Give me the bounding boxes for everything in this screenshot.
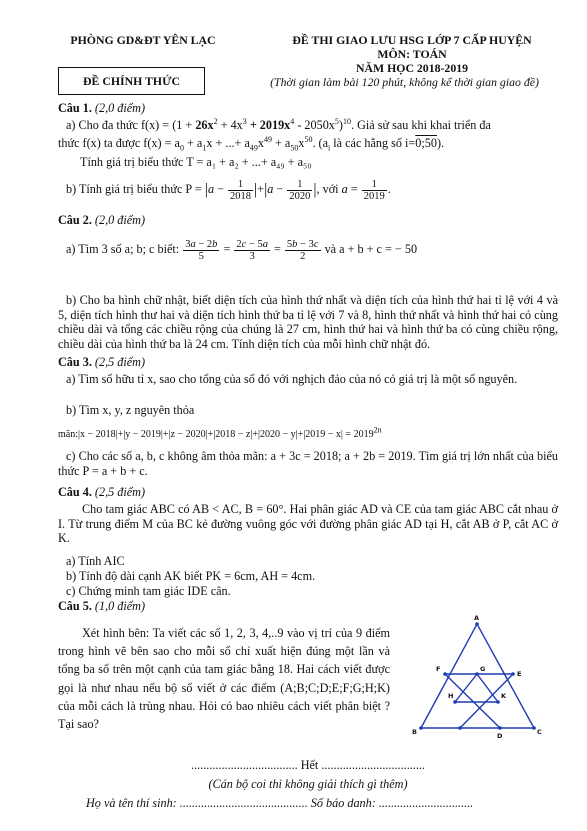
end-line	[58, 758, 558, 773]
q3c-paragraph: c) Cho các số a, b, c không âm thỏa mãn: a + 3c = 2018; a + 2b = 2019. Tìm giá trị lớn nhất của biểu thức P = a + b + c.	[58, 449, 558, 478]
q1b-text: .	[387, 182, 391, 196]
label-k: K	[501, 692, 507, 700]
q1a-part: 26x	[195, 118, 214, 132]
q2-points: (2,0 điểm)	[94, 213, 146, 227]
point-d	[458, 726, 462, 730]
q5-points: (1,0 điểm)	[94, 599, 146, 613]
edge-ab	[421, 624, 477, 728]
q3-label: Câu 3.	[58, 355, 92, 369]
q2-label: Câu 2.	[58, 213, 92, 227]
q1a-line1: a) Cho đa thức $f(x) = (1 + 26x^2 + 4x^3 + 2019x^4 - 2050x^5)^{10}$. Giả sử sau khi khai triển đa	[66, 116, 491, 132]
label-e: E	[517, 670, 522, 678]
point-a	[475, 622, 479, 626]
q1a-range: 0;50	[415, 136, 437, 150]
label-f: F	[436, 665, 441, 673]
point-k	[496, 700, 500, 704]
q1a-part: + a	[271, 136, 291, 150]
label-a: A	[474, 614, 480, 622]
q1a-part: . (a	[312, 136, 329, 150]
q5-heading	[58, 599, 558, 614]
point-h	[453, 700, 457, 704]
q1a-line2: thức f(x) ta được $f(x) = a_0 + a_1x$ + ...+ $a_{49}x^{49} + a_{50}x^{50}$. ($a_i$ là các hằng số i=0;50).	[58, 134, 445, 153]
q5-label: Câu 5.	[58, 599, 92, 613]
q2b-paragraph: b) Cho ba hình chữ nhật, biết diện tích của hình thứ nhất và diện tích của hình thứ hai tỉ lệ với 4 và 5, diện tích hình thư hai và diện tích hình thứ ba tỉ lệ với 7 và 8, hình thứ nhất và hình thứ hai có cùng chiều dài và tổng các chiều rộng của chúng là 27 cm, hình thứ hai và hình thứ ba có cùng chiều rộng, chiều dài của hình thứ ba là 24 cm. Tính diện tích của mỗi hình chữ nhật đó.	[58, 293, 558, 351]
candidate-name-field: ..........................................	[179, 796, 308, 810]
q1a-part: x	[257, 136, 264, 150]
q1-heading	[58, 101, 558, 116]
q1a-part: - 2050x	[294, 118, 335, 132]
fraction: $\frac{1}{2020}$	[289, 178, 311, 202]
q2a-text: a) Tìm 3 số a; b; c biết:	[66, 242, 180, 256]
q1-label: Câu 1.	[58, 101, 92, 115]
q1-points: (2,0 điểm)	[94, 101, 146, 115]
triangle-figure	[408, 614, 548, 746]
q3b-line1: b) Tìm x, y, z nguyên thỏa	[66, 403, 195, 417]
end-dots-right: ..................................	[321, 758, 425, 772]
q1a-part: . Giả sử sau khi khai triển đa	[350, 118, 491, 132]
point-f	[443, 672, 447, 676]
segment-fd	[445, 674, 500, 728]
end-word: Hết	[300, 758, 319, 772]
point-e	[511, 672, 515, 676]
candidate-number-label: Số báo danh:	[310, 796, 376, 810]
q1a-part: )	[338, 118, 343, 132]
fraction: $\frac{5b - 3c}{2}$	[286, 238, 319, 262]
q2a-line: a) Tìm 3 số a; b; c biết: $\frac{3a - 2b}{5}$ = $\frac{2c - 5a}{3}$ = $\frac{5b - 3c}{2}$ và a + b + c = − 50	[66, 238, 418, 262]
q3b-line2	[58, 427, 558, 442]
q1a-part: a) Cho đa thức f(x) = (1 +	[66, 118, 196, 132]
q1a-part: ).	[436, 136, 445, 150]
q3-points: (2,5 điểm)	[94, 355, 146, 369]
q4-intro: Cho tam giác ABC có AB < AC, B = 60°. Hai phân giác AD và CE của tam giác ABC cắt nhau ở I. Từ trung điểm M của BC kẻ đường vuông góc với đường phân giác AD tại H, cắt AB ở P, cắt AC ở K.	[58, 502, 558, 546]
label-g: G	[480, 665, 486, 673]
fraction: $\frac{2c - 5a}{3}$	[236, 238, 268, 262]
segment-gk	[477, 674, 498, 702]
q4-label: Câu 4.	[58, 485, 92, 499]
q4-heading	[58, 485, 558, 500]
candidate-info-line	[86, 796, 566, 811]
q3b-equation: mãn:|x − 2018|+|y − 2019|+|z − 2020|+|2018 − z|+|2020 − y|+|2019 − x| = 2019	[58, 429, 374, 440]
q1a-part: thức f(x) ta được f(x) = a	[58, 136, 180, 150]
q1b-text: , với	[316, 182, 339, 196]
q1a-line3: Tính giá trị biểu thức T = a₁ + a₂ + ...+ a₄₉ + a₅₀	[80, 155, 312, 169]
q1a-part: + 2019x	[246, 118, 291, 132]
exam-year: NĂM HỌC 2018-2019	[355, 61, 469, 75]
label-b: B	[412, 728, 417, 736]
label-c: C	[537, 728, 542, 736]
invigilator-note: (Cán bộ coi thi không giải thích gì thêm)	[208, 777, 408, 791]
exam-time-note: (Thời gian làm bài 120 phút, không kể thời gian giao đề)	[270, 75, 539, 89]
q1a-part: x	[298, 136, 305, 150]
fraction: $\frac{1}{2019}$	[363, 178, 385, 202]
q4c: c) Chứng minh tam giác IDE cân.	[66, 584, 231, 598]
fraction: $\frac{1}{2018}$	[230, 178, 251, 202]
q1b-text: b) Tính giá trị biểu thức P =	[66, 182, 202, 196]
q3b-exponent: 2n	[373, 425, 382, 435]
q4a: a) Tính AIC	[66, 554, 125, 568]
point-d2	[498, 726, 502, 730]
exam-title: ĐỀ THI GIAO LƯU HSG LỚP 7 CẤP HUYỆN	[292, 33, 532, 47]
q1a-part: là các hằng số i=	[330, 136, 416, 150]
department-name: PHÒNG GD&ĐT YÊN LẠC	[70, 33, 216, 47]
point-b	[419, 726, 423, 730]
q1a-part: + a	[183, 136, 203, 150]
fraction: $\frac{3a - 2b}{5}$	[185, 238, 218, 262]
point-c	[532, 726, 536, 730]
official-exam-label: ĐỀ CHÍNH THỨC	[82, 74, 180, 88]
q5-paragraph: Xét hình bên: Ta viết các số 1, 2, 3, 4,..9 vào vị trí của 9 điểm trong hình vẽ bên sao cho mỗi số chỉ xuất hiện đúng một lần và tổng ba số trên một cạnh của tam giác bằng 18. Hai cách viết được gọi là như nhau nếu bộ số viết ở các điểm (A;B;C;D;E;F;G;H;K) của mỗi cách là trùng nhau. Hỏi có bao nhiêu cách viết phân biệt ? Tại sao?	[58, 626, 390, 732]
q1a-part: x + ...+ a	[206, 136, 250, 150]
label-h: H	[448, 692, 454, 700]
exam-subject: MÔN: TOÁN	[377, 47, 447, 61]
q1b-line: b) Tính giá trị biểu thức P = |a − $\frac{1}{2018}$ |+|a − $\frac{1}{2020}$ |, với a = $\frac{1}{2019}$ .	[66, 178, 391, 202]
q2-heading	[58, 213, 558, 228]
q3a-paragraph: a) Tìm số hữu tỉ x, sao cho tổng của số đó với nghịch đảo của nó có giá trị là một số nguyên.	[66, 372, 518, 386]
q2a-text: và a + b + c = − 50	[324, 242, 418, 256]
end-dots-left: ...................................	[191, 758, 298, 772]
label-d: D	[497, 732, 503, 740]
point-g	[475, 672, 479, 676]
q1a-part: + 4x	[217, 118, 243, 132]
q3-heading	[58, 355, 558, 370]
segment-ed	[460, 674, 513, 728]
q4b: b) Tính độ dài cạnh AK biết PK = 6cm, AH = 4cm.	[66, 569, 316, 583]
q4-points: (2,5 điểm)	[94, 485, 146, 499]
candidate-name-label: Họ và tên thí sinh:	[86, 796, 177, 810]
edge-ac	[477, 624, 534, 728]
candidate-number-field: ...............................	[378, 796, 474, 810]
